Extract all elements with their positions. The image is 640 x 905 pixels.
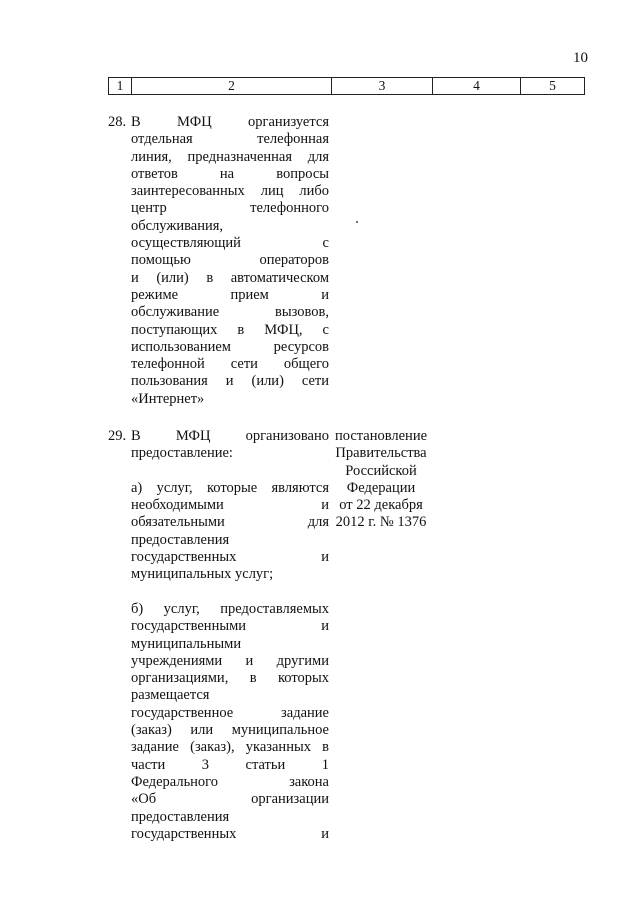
- text-line: предоставления: [131, 531, 230, 548]
- text-line: В МФЦ организуется: [131, 114, 329, 130]
- text-line: государственных и: [131, 549, 329, 566]
- text-line: пользования и (или) сети: [131, 373, 329, 390]
- text-line: предоставление:: [131, 445, 233, 462]
- text-line: режиме прием и: [131, 286, 329, 303]
- text-line: государственное задание: [131, 704, 329, 721]
- text-line: государственных и: [131, 825, 329, 842]
- text-line: «Об организации: [131, 791, 329, 808]
- legal-basis-line: Правительства: [335, 445, 427, 462]
- paragraph-gap: [131, 463, 329, 480]
- text-line: обслуживание вызовов,: [131, 304, 329, 321]
- text-line: ответов на вопросы: [131, 165, 329, 182]
- text-line: б) услуг, предоставляемых: [131, 600, 329, 617]
- text-line: задание (заказ), указанных в: [131, 739, 329, 756]
- requirement-text: [131, 428, 329, 843]
- text-line: (заказ) или муниципальное: [131, 722, 329, 739]
- column-header-2: 2: [132, 78, 332, 95]
- column-header-table: [108, 77, 585, 95]
- column-header-5: 5: [521, 78, 585, 95]
- text-line: учреждениями и другими: [131, 652, 329, 669]
- page-number: 10: [573, 50, 588, 66]
- text-line: обслуживания,: [131, 217, 224, 234]
- scan-speck: [356, 221, 358, 223]
- column-header-4: 4: [433, 78, 521, 95]
- text-line: «Интернет»: [131, 390, 205, 407]
- text-line: обязательными для: [131, 514, 329, 531]
- text-line: В МФЦ организовано: [131, 428, 329, 444]
- row-number: 29.: [108, 428, 127, 444]
- text-line: отдельная телефонная: [131, 131, 329, 148]
- text-line: осуществляющий с: [131, 235, 329, 252]
- row-number: 28.: [108, 114, 127, 130]
- requirement-text: [131, 114, 329, 408]
- legal-basis-line: Российской: [345, 462, 417, 479]
- text-line: муниципальными: [131, 635, 242, 652]
- column-header-3: 3: [332, 78, 433, 95]
- text-line: линия, предназначенная для: [131, 148, 329, 165]
- paragraph-gap: [131, 584, 329, 601]
- text-line: размещается: [131, 687, 210, 704]
- legal-basis-line: постановление: [334, 428, 428, 444]
- text-line: заинтересованных лиц либо: [131, 183, 329, 200]
- text-line: предоставления: [131, 808, 230, 825]
- legal-basis-line: 2012 г. № 1376: [335, 514, 427, 531]
- column-header-row: [109, 78, 585, 95]
- text-line: телефонной сети общего: [131, 356, 329, 373]
- text-line: использованием ресурсов: [131, 338, 329, 355]
- text-line: муниципальных услуг;: [131, 566, 274, 583]
- text-line: поступающих в МФЦ, с: [131, 321, 329, 338]
- text-line: организациями, в которых: [131, 670, 329, 687]
- legal-basis: [331, 428, 431, 532]
- column-header-1: 1: [109, 78, 132, 95]
- text-line: и (или) в автоматическом: [131, 269, 329, 286]
- legal-basis-line: от 22 декабря: [339, 497, 423, 514]
- text-line: государственными и: [131, 618, 329, 635]
- text-line: Федерального закона: [131, 773, 329, 790]
- text-line: необходимыми и: [131, 497, 329, 514]
- text-line: центр телефонного: [131, 200, 329, 217]
- text-line: а) услуг, которые являются: [131, 479, 329, 496]
- text-line: части 3 статьи 1: [131, 756, 329, 773]
- legal-basis-line: Федерации: [346, 479, 416, 496]
- text-line: помощью операторов: [131, 252, 329, 269]
